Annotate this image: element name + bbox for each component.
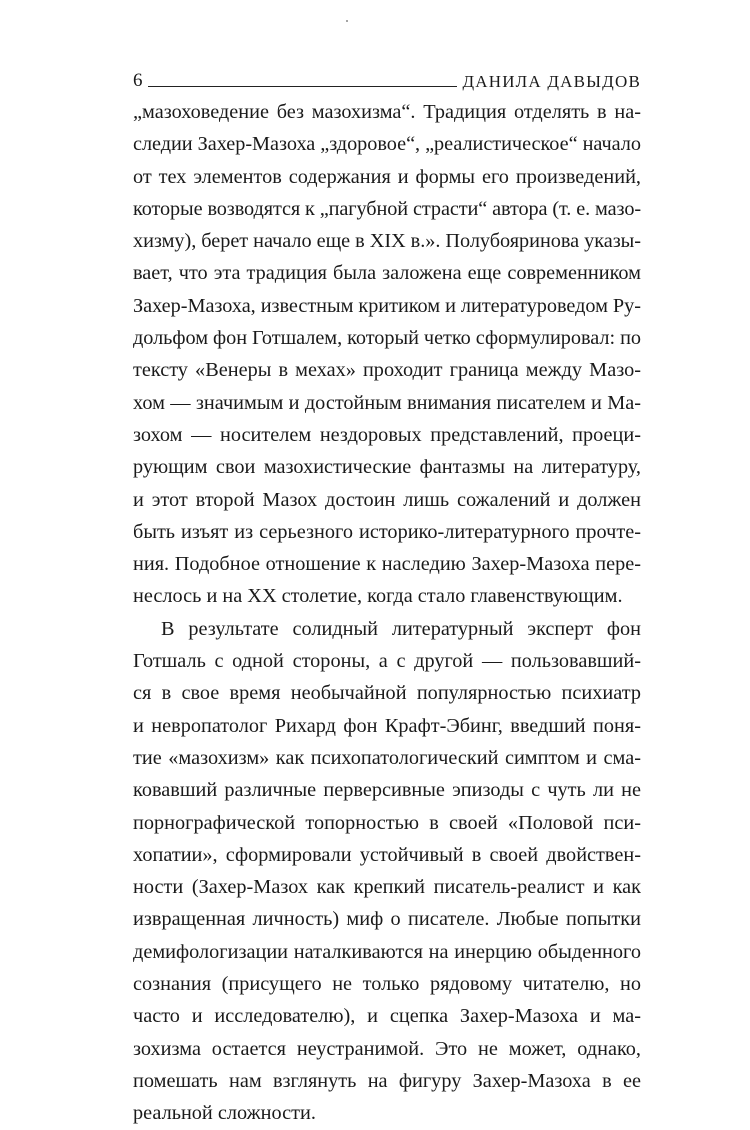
text-line: помешать нам взглянуть на фигуру Захер-Мазоха в ее — [133, 1069, 641, 1092]
text-line: и невропатолог Рихард фон Крафт-Эбинг, введший поня- — [133, 714, 641, 737]
running-header — [133, 64, 641, 90]
text-line: следии Захер-Мазоха „здоровое“, „реалистическое“ начало — [133, 133, 641, 156]
text-line: сознания (присущего не только рядовому читателю, но — [133, 973, 641, 996]
text-line: от тех элементов содержания и формы его произведений, — [133, 165, 641, 188]
text-line: которые возводятся к „пагубной страсти“ автора (т. е. мазо- — [133, 197, 642, 220]
header-rule — [148, 86, 458, 87]
text-line: „мазоховедение без мазохизма“. Традиция отделять в на- — [133, 101, 641, 123]
text-line: зохизма остается неустранимой. Это не может, однако, — [133, 1037, 641, 1060]
text-line: тие «мазохизм» как психопатологический симптом и сма- — [133, 746, 641, 769]
page-number: 6 — [133, 70, 143, 91]
text-line: ковавший различные перверсивные эпизоды с чуть ли не — [133, 779, 642, 802]
text-line: ся в свое время необычайной популярностью психиатр — [133, 682, 641, 705]
text-line: Захер-Мазоха, известным критиком и литературоведом Ру- — [133, 294, 641, 317]
text-line: и этот второй Мазох достоин лишь сожалений и должен — [133, 488, 641, 511]
paragraph-1 — [133, 96, 641, 613]
text-line: хом — значимым и достойным внимания писателем и Ма- — [133, 391, 642, 414]
paragraph-2 — [133, 613, 641, 1130]
text-line: тексту «Венеры в мехах» проходит граница между Мазо- — [133, 359, 641, 382]
text-line: демифологизации наталкиваются на инерцию обыденного — [133, 940, 641, 963]
text-line: неслось и на XX столетие, когда стало главенствующим. — [133, 585, 623, 608]
paper-speck — [346, 20, 348, 22]
text-line: ности (Захер-Мазох как крепкий писатель-реалист и как — [133, 876, 641, 899]
text-line: часто и исследователю), и сцепка Захер-Мазоха и ма- — [133, 1005, 641, 1028]
text-line: зохом — носителем нездоровых представлений, проеци- — [133, 423, 641, 446]
text-line: реальной сложности. — [133, 1102, 316, 1125]
text-line: вает, что эта традиция была заложена еще современником — [133, 262, 641, 285]
text-line: В результате солидный литературный эксперт фон — [161, 617, 641, 640]
body-text — [133, 96, 641, 1130]
text-line: рующим свои мазохистические фантазмы на литературу, — [133, 456, 641, 479]
text-line: Готшаль с одной стороны, а с другой — пользовавший- — [133, 650, 641, 673]
running-header-author: ДАНИЛА ДАВЫДОВ — [462, 72, 641, 91]
text-line: порнографической топорностью в своей «Половой пси- — [133, 811, 641, 834]
text-line: ния. Подобное отношение к наследию Захер-Мазоха пере- — [133, 553, 641, 576]
text-line: хопатии», сформировали устойчивый в своей двойствен- — [133, 843, 641, 866]
text-line: извращенная личность) миф о писателе. Любые попытки — [133, 908, 641, 931]
text-line: дольфом фон Готшалем, который четко сформулировал: по — [133, 327, 641, 350]
text-line: хизму), берет начало еще в XIX в.». Полубояринова указы- — [133, 230, 641, 253]
text-line: быть изъят из серьезного историко-литературного прочте- — [133, 520, 641, 543]
